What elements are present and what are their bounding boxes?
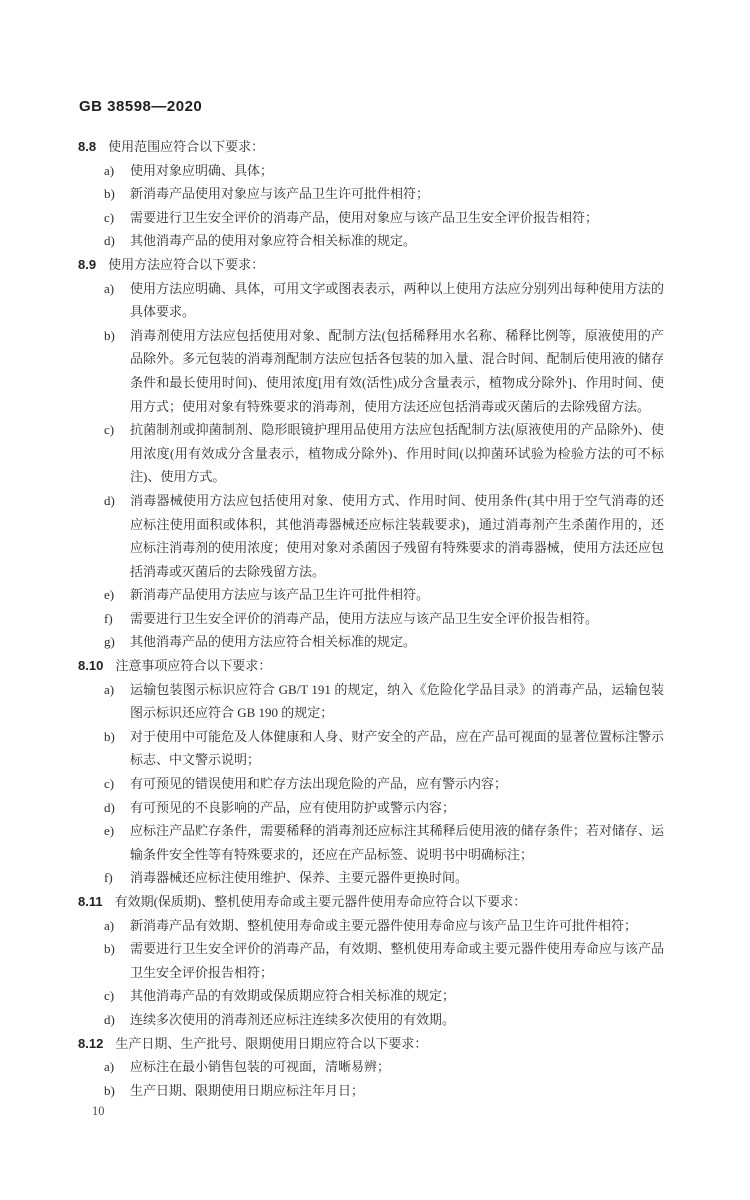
list-item	[78, 324, 664, 418]
list-item-text: 生产日期、限期使用日期应标注年月日；	[130, 1082, 365, 1098]
list-item-text: 有可预见的错误使用和贮存方法出现危险的产品，应有警示内容；	[130, 776, 508, 792]
list-item-letter: f)	[104, 610, 113, 626]
list-item	[78, 206, 664, 230]
list-item-letter: c)	[104, 209, 115, 225]
list-item-letter: a)	[104, 681, 115, 697]
list-item-letter: a)	[104, 1059, 115, 1075]
list-item-text: 消毒器械使用方法应包括使用对象、使用方式、作用时间、使用条件(其中用于空气消毒的还应标注使用面积或体积，其他消毒器械还应标注装载要求)，通过消毒剂产生杀菌作用的，还应标注消毒剂的使用浓度；使用对象对杀菌因子残留有特殊要求的消毒器械，使用方法还应包括消毒或灭菌后的去除残留方法。	[130, 492, 664, 579]
list-item-text: 运输包装图示标识应符合 GB/T 191 的规定，纳入《危险化学品目录》的消毒产品，运输包装图示标识还应符合 GB 190 的规定；	[130, 681, 664, 721]
list-item-letter: d)	[104, 492, 115, 508]
list-item-letter: g)	[104, 634, 115, 650]
clause-heading	[78, 253, 664, 277]
list-item	[78, 583, 664, 607]
clause-8-12	[78, 1032, 664, 1103]
list-item	[78, 678, 664, 725]
list-item-letter: d)	[104, 1011, 115, 1027]
list-item	[78, 1055, 664, 1079]
doc-number: GB 38598—2020	[79, 98, 203, 115]
list-item	[78, 1008, 664, 1032]
clause-number: 8.8	[78, 139, 97, 154]
list-item-letter: c)	[104, 776, 115, 792]
list-item-letter: b)	[104, 186, 115, 202]
list-item-text: 连续多次使用的消毒剂还应标注连续多次使用的有效期。	[130, 1011, 456, 1027]
list-item-text: 新消毒产品有效期、整机使用寿命或主要元器件使用寿命应与该产品卫生许可批件相符；	[130, 917, 638, 933]
list-item-letter: c)	[104, 422, 115, 438]
list-item	[78, 796, 664, 820]
clause-8-10	[78, 654, 664, 890]
clause-title: 生产日期、生产批号、限期使用日期应符合以下要求：	[115, 1035, 428, 1051]
list-item-letter: f)	[104, 870, 113, 886]
clause-heading	[78, 654, 664, 678]
list-item	[78, 819, 664, 866]
clause-heading	[78, 890, 664, 914]
list-item-letter: d)	[104, 233, 115, 249]
list-item-text: 使用对象应明确、具体；	[130, 162, 274, 178]
list-item	[78, 229, 664, 253]
list-item-letter: d)	[104, 799, 115, 815]
list-item-letter: b)	[104, 1082, 115, 1098]
list-item-text: 其他消毒产品的使用对象应符合相关标准的规定。	[130, 233, 417, 249]
page-content	[78, 135, 664, 1102]
list-item-text: 新消毒产品使用方法应与该产品卫生许可批件相符。	[130, 587, 430, 603]
clause-8-9	[78, 253, 664, 654]
list-item-letter: c)	[104, 988, 115, 1004]
list-item	[78, 984, 664, 1008]
clause-heading	[78, 1032, 664, 1056]
list-item-text: 需要进行卫生安全评价的消毒产品，有效期、整机使用寿命或主要元器件使用寿命应与该产品卫生安全评价报告相符；	[130, 941, 664, 980]
list-item	[78, 607, 664, 631]
clause-title: 有效期(保质期)、整机使用寿命或主要元器件使用寿命应符合以下要求：	[114, 894, 527, 909]
list-item-letter: b)	[104, 327, 115, 343]
clause-8-8	[78, 135, 664, 253]
page-number: 10	[92, 1104, 105, 1118]
list-item	[78, 277, 664, 324]
list-item-text: 应标注产品贮存条件，需要稀释的消毒剂还应标注其稀释后使用液的储存条件；若对储存、运输条件安全性等有特殊要求的，还应在产品标签、说明书中明确标注；	[130, 823, 664, 862]
list-item-letter: b)	[104, 941, 115, 957]
list-item	[78, 866, 664, 890]
list-item	[78, 489, 664, 583]
list-item-letter: b)	[104, 728, 115, 744]
list-item-letter: a)	[104, 162, 115, 178]
list-item	[78, 182, 664, 206]
list-item	[78, 914, 664, 938]
list-item-text: 其他消毒产品的使用方法应符合相关标准的规定。	[130, 634, 417, 650]
list-item-text: 新消毒产品使用对象应与该产品卫生许可批件相符；	[130, 186, 430, 202]
list-item	[78, 630, 664, 654]
list-item-text: 其他消毒产品的有效期或保质期应符合相关标准的规定；	[130, 988, 456, 1004]
list-item	[78, 937, 664, 984]
clause-number: 8.11	[78, 894, 103, 909]
list-item-text: 有可预见的不良影响的产品，应有使用防护或警示内容；	[130, 799, 456, 815]
clause-heading	[78, 135, 664, 159]
clause-8-11	[78, 890, 664, 1032]
list-item-text: 对于使用中可能危及人体健康和人身、财产安全的产品，应在产品可视面的显著位置标注警示标志、中文警示说明；	[130, 728, 664, 768]
list-item-text: 消毒器械还应标注使用维护、保养、主要元器件更换时间。	[130, 870, 469, 886]
list-item-text: 抗菌制剂或抑菌制剂、隐形眼镜护理用品使用方法应包括配制方法(原液使用的产品除外)、使用浓度(用有效成分含量表示，植物成分除外)、作用时间(以抑菌环试验为检验方法的可不标注)、使用方式。	[130, 422, 664, 485]
list-item	[78, 159, 664, 183]
clause-title: 使用方法应符合以下要求：	[108, 256, 265, 272]
list-item-text: 应标注在最小销售包装的可视面，清晰易辨；	[130, 1059, 391, 1075]
list-item	[78, 1079, 664, 1103]
list-item-text: 使用方法应明确、具体，可用文字或图表表示，两种以上使用方法应分别列出每种使用方法的具体要求。	[130, 280, 664, 320]
list-item	[78, 725, 664, 772]
list-item-text: 需要进行卫生安全评价的消毒产品，使用方法应与该产品卫生安全评价报告相符。	[130, 610, 599, 626]
list-item-letter: a)	[104, 917, 115, 933]
list-item	[78, 418, 664, 489]
clause-title: 注意事项应符合以下要求：	[115, 658, 272, 674]
list-item-letter: a)	[104, 280, 115, 296]
clause-number: 8.12	[78, 1035, 104, 1051]
clause-title: 使用范围应符合以下要求：	[108, 139, 265, 154]
list-item-letter: e)	[104, 587, 115, 603]
list-item-text: 需要进行卫生安全评价的消毒产品，使用对象应与该产品卫生安全评价报告相符；	[130, 209, 599, 225]
list-item-letter: e)	[104, 823, 115, 839]
clause-number: 8.9	[78, 256, 97, 272]
list-item-text: 消毒剂使用方法应包括使用对象、配制方法(包括稀释用水名称、稀释比例等，原液使用的产品除外。多元包装的消毒剂配制方法应包括各包装的加入量、混合时间、配制后使用液的储存条件和最长使用时间)、使用浓度[用有效(活性)成分含量表示，植物成分除外]、作用时间、使用方式；使用对象有特殊要求的消毒剂，使用方法还应包括消毒或灭菌后的去除残留方法。	[130, 327, 664, 414]
list-item	[78, 772, 664, 796]
clause-number: 8.10	[78, 658, 104, 674]
